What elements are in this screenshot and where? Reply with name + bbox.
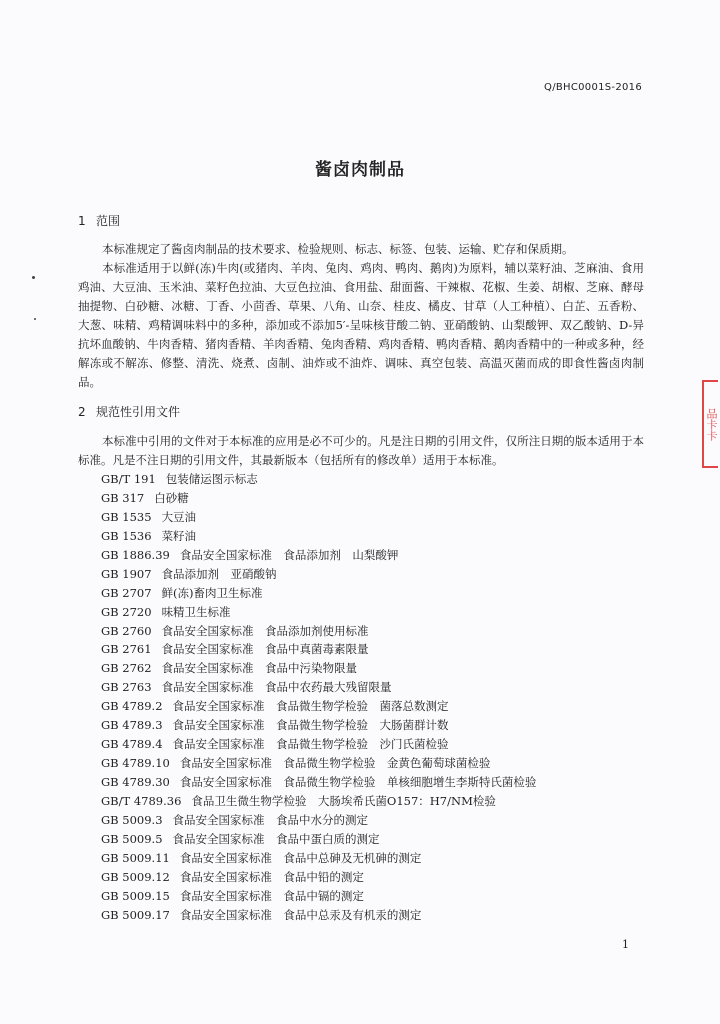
scope-paragraph-2: 本标准适用于以鲜(冻)牛肉(或猪肉、羊肉、兔肉、鸡肉、鸭肉、鹅肉)为原料，辅以菜籽油、芝麻油、食用鸡油、大豆油、玉米油、菜籽色拉油、大豆色拉油、食用盐、甜面酱、干辣椒、花椒、生姜、胡椒、芝麻、酵母抽提物、白砂糖、冰糖、丁香、小茴香、草果、八角、山奈、桂皮、橘皮、甘草（人工种植）、白芷、五香粉、大葱、味精、鸡精调味料中的多种，添加或不添加5′-呈味核苷酸二钠、亚硝酸钠、山梨酸钾、双乙酸钠、D-异抗坏血酸钠、牛肉香精、猪肉香精、羊肉香精、兔肉香精、鸡肉香精、鸭肉香精、鹅肉香精中的一种或多种，经解冻或不解冻、修整、清洗、烧煮、卤制、油炸或不油炸、调味、真空包装、高温灭菌而成的即食性酱卤肉制品。 xyxy=(78,261,644,389)
reference-item xyxy=(101,887,661,906)
reference-title: 食品安全国家标准 食品中水分的测定 xyxy=(172,812,369,827)
reference-item xyxy=(101,792,661,811)
reference-item xyxy=(101,811,661,830)
reference-title: 食品安全国家标准 食品添加剂使用标准 xyxy=(161,623,369,638)
reference-title: 食品安全国家标准 食品微生物学检验 沙门氏菌检验 xyxy=(172,737,449,752)
reference-title: 食品安全国家标准 食品中污染物限量 xyxy=(161,661,358,676)
document-code: Q/BHC0001S-2016 xyxy=(544,82,642,93)
reference-code: GB 2720 xyxy=(101,604,152,619)
reference-code: GB 2707 xyxy=(101,585,152,600)
reference-item xyxy=(101,659,661,678)
reference-code: GB 4789.2 xyxy=(101,699,163,714)
reference-title: 食品安全国家标准 食品中镉的测定 xyxy=(179,888,364,903)
reference-code: GB 5009.12 xyxy=(101,869,170,884)
section-1-heading xyxy=(78,212,120,229)
reference-title: 食品安全国家标准 食品中铅的测定 xyxy=(179,869,364,884)
page-title: 酱卤肉制品 xyxy=(315,160,405,180)
section-title: 范围 xyxy=(96,214,121,228)
reference-item xyxy=(101,584,661,603)
reference-code: GB 1536 xyxy=(101,528,152,543)
reference-title: 食品安全国家标准 食品中蛋白质的测定 xyxy=(172,831,380,846)
reference-item xyxy=(101,754,661,773)
reference-item xyxy=(101,546,661,565)
reference-title: 食品卫生微生物学检验 大肠埃希氏菌O157：H7/NM检验 xyxy=(191,793,496,808)
scan-speck xyxy=(34,318,36,320)
section-number: 2 xyxy=(78,405,86,419)
reference-item xyxy=(101,849,661,868)
page-number: 1 xyxy=(622,938,629,951)
reference-code: GB 317 xyxy=(101,490,145,505)
reference-title: 食品添加剂 亚硝酸钠 xyxy=(161,566,277,581)
reference-code: GB 4789.3 xyxy=(101,718,163,733)
reference-code: GB 4789.30 xyxy=(101,775,170,789)
reference-title: 大豆油 xyxy=(161,509,197,524)
reference-code: GB 5009.15 xyxy=(101,888,170,903)
reference-code: GB 1907 xyxy=(101,566,152,581)
reference-title: 白砂糖 xyxy=(154,490,189,505)
reference-item xyxy=(101,830,661,849)
reference-item xyxy=(101,773,661,792)
reference-title: 食品安全国家标准 食品中总汞及有机汞的测定 xyxy=(179,907,422,922)
reference-code: GB 2760 xyxy=(101,623,152,638)
reference-item xyxy=(101,735,661,754)
reference-list xyxy=(101,470,661,925)
reference-item xyxy=(101,565,661,584)
reference-item xyxy=(101,868,661,887)
reference-title: 食品安全国家标准 食品微生物学检验 大肠菌群计数 xyxy=(172,718,449,733)
reference-item xyxy=(101,716,661,735)
section-2-heading xyxy=(78,403,180,420)
reference-code: GB 5009.3 xyxy=(101,812,163,827)
scope-paragraph-1: 本标准规定了酱卤肉制品的技术要求、检验规则、标志、标签、包装、运输、贮存和保质期。 xyxy=(102,242,574,256)
reference-code: GB/T 191 xyxy=(101,472,156,486)
references-intro-paragraph: 本标准中引用的文件对于本标准的应用是必不可少的。凡是注日期的引用文件，仅所注日期的版本适用于本标准。凡是不注日期的引用文件，其最新版本（包括所有的修改单）适用于本标准。 xyxy=(78,434,644,467)
reference-item xyxy=(101,603,661,622)
reference-title: 食品安全国家标准 食品中总砷及无机砷的测定 xyxy=(179,850,422,865)
reference-code: GB 5009.5 xyxy=(101,831,163,846)
reference-title: 包装储运图示标志 xyxy=(165,472,258,486)
reference-code: GB 2761 xyxy=(101,642,152,657)
reference-title: 食品安全国家标准 食品中农药最大残留限量 xyxy=(161,680,392,695)
reference-item xyxy=(101,697,661,716)
reference-code: GB 2762 xyxy=(101,661,152,676)
reference-code: GB 5009.11 xyxy=(101,850,170,865)
reference-item xyxy=(101,489,661,508)
scan-speck xyxy=(32,276,35,279)
reference-item xyxy=(101,508,661,527)
reference-item xyxy=(101,678,661,697)
reference-item xyxy=(101,622,661,641)
reference-code: GB 1535 xyxy=(101,509,152,524)
reference-code: GB 5009.17 xyxy=(101,907,170,922)
reference-title: 食品安全国家标准 食品添加剂 山梨酸钾 xyxy=(179,547,399,562)
reference-code: GB/T 4789.36 xyxy=(101,793,182,808)
section-title: 规范性引用文件 xyxy=(96,405,181,419)
reference-item xyxy=(101,470,661,489)
reference-title: 味精卫生标准 xyxy=(161,604,231,619)
reference-code: GB 2763 xyxy=(101,680,152,695)
reference-code: GB 1886.39 xyxy=(101,547,170,562)
reference-item xyxy=(101,527,661,546)
reference-item xyxy=(101,906,661,925)
red-seal-stamp: 品卡卡 xyxy=(702,380,718,468)
reference-code: GB 4789.10 xyxy=(101,756,170,771)
reference-code: GB 4789.4 xyxy=(101,737,163,752)
reference-title: 菜籽油 xyxy=(161,528,197,543)
reference-title: 食品安全国家标准 食品微生物学检验 菌落总数测定 xyxy=(172,699,449,714)
reference-item xyxy=(101,640,661,659)
reference-title: 食品安全国家标准 食品微生物学检验 金黄色葡萄球菌检验 xyxy=(179,756,491,771)
reference-title: 鲜(冻)畜肉卫生标准 xyxy=(161,585,263,600)
section-number: 1 xyxy=(78,214,86,228)
reference-title: 食品安全国家标准 食品中真菌毒素限量 xyxy=(161,642,369,657)
reference-title: 食品安全国家标准 食品微生物学检验 单核细胞增生李斯特氏菌检验 xyxy=(179,775,537,789)
